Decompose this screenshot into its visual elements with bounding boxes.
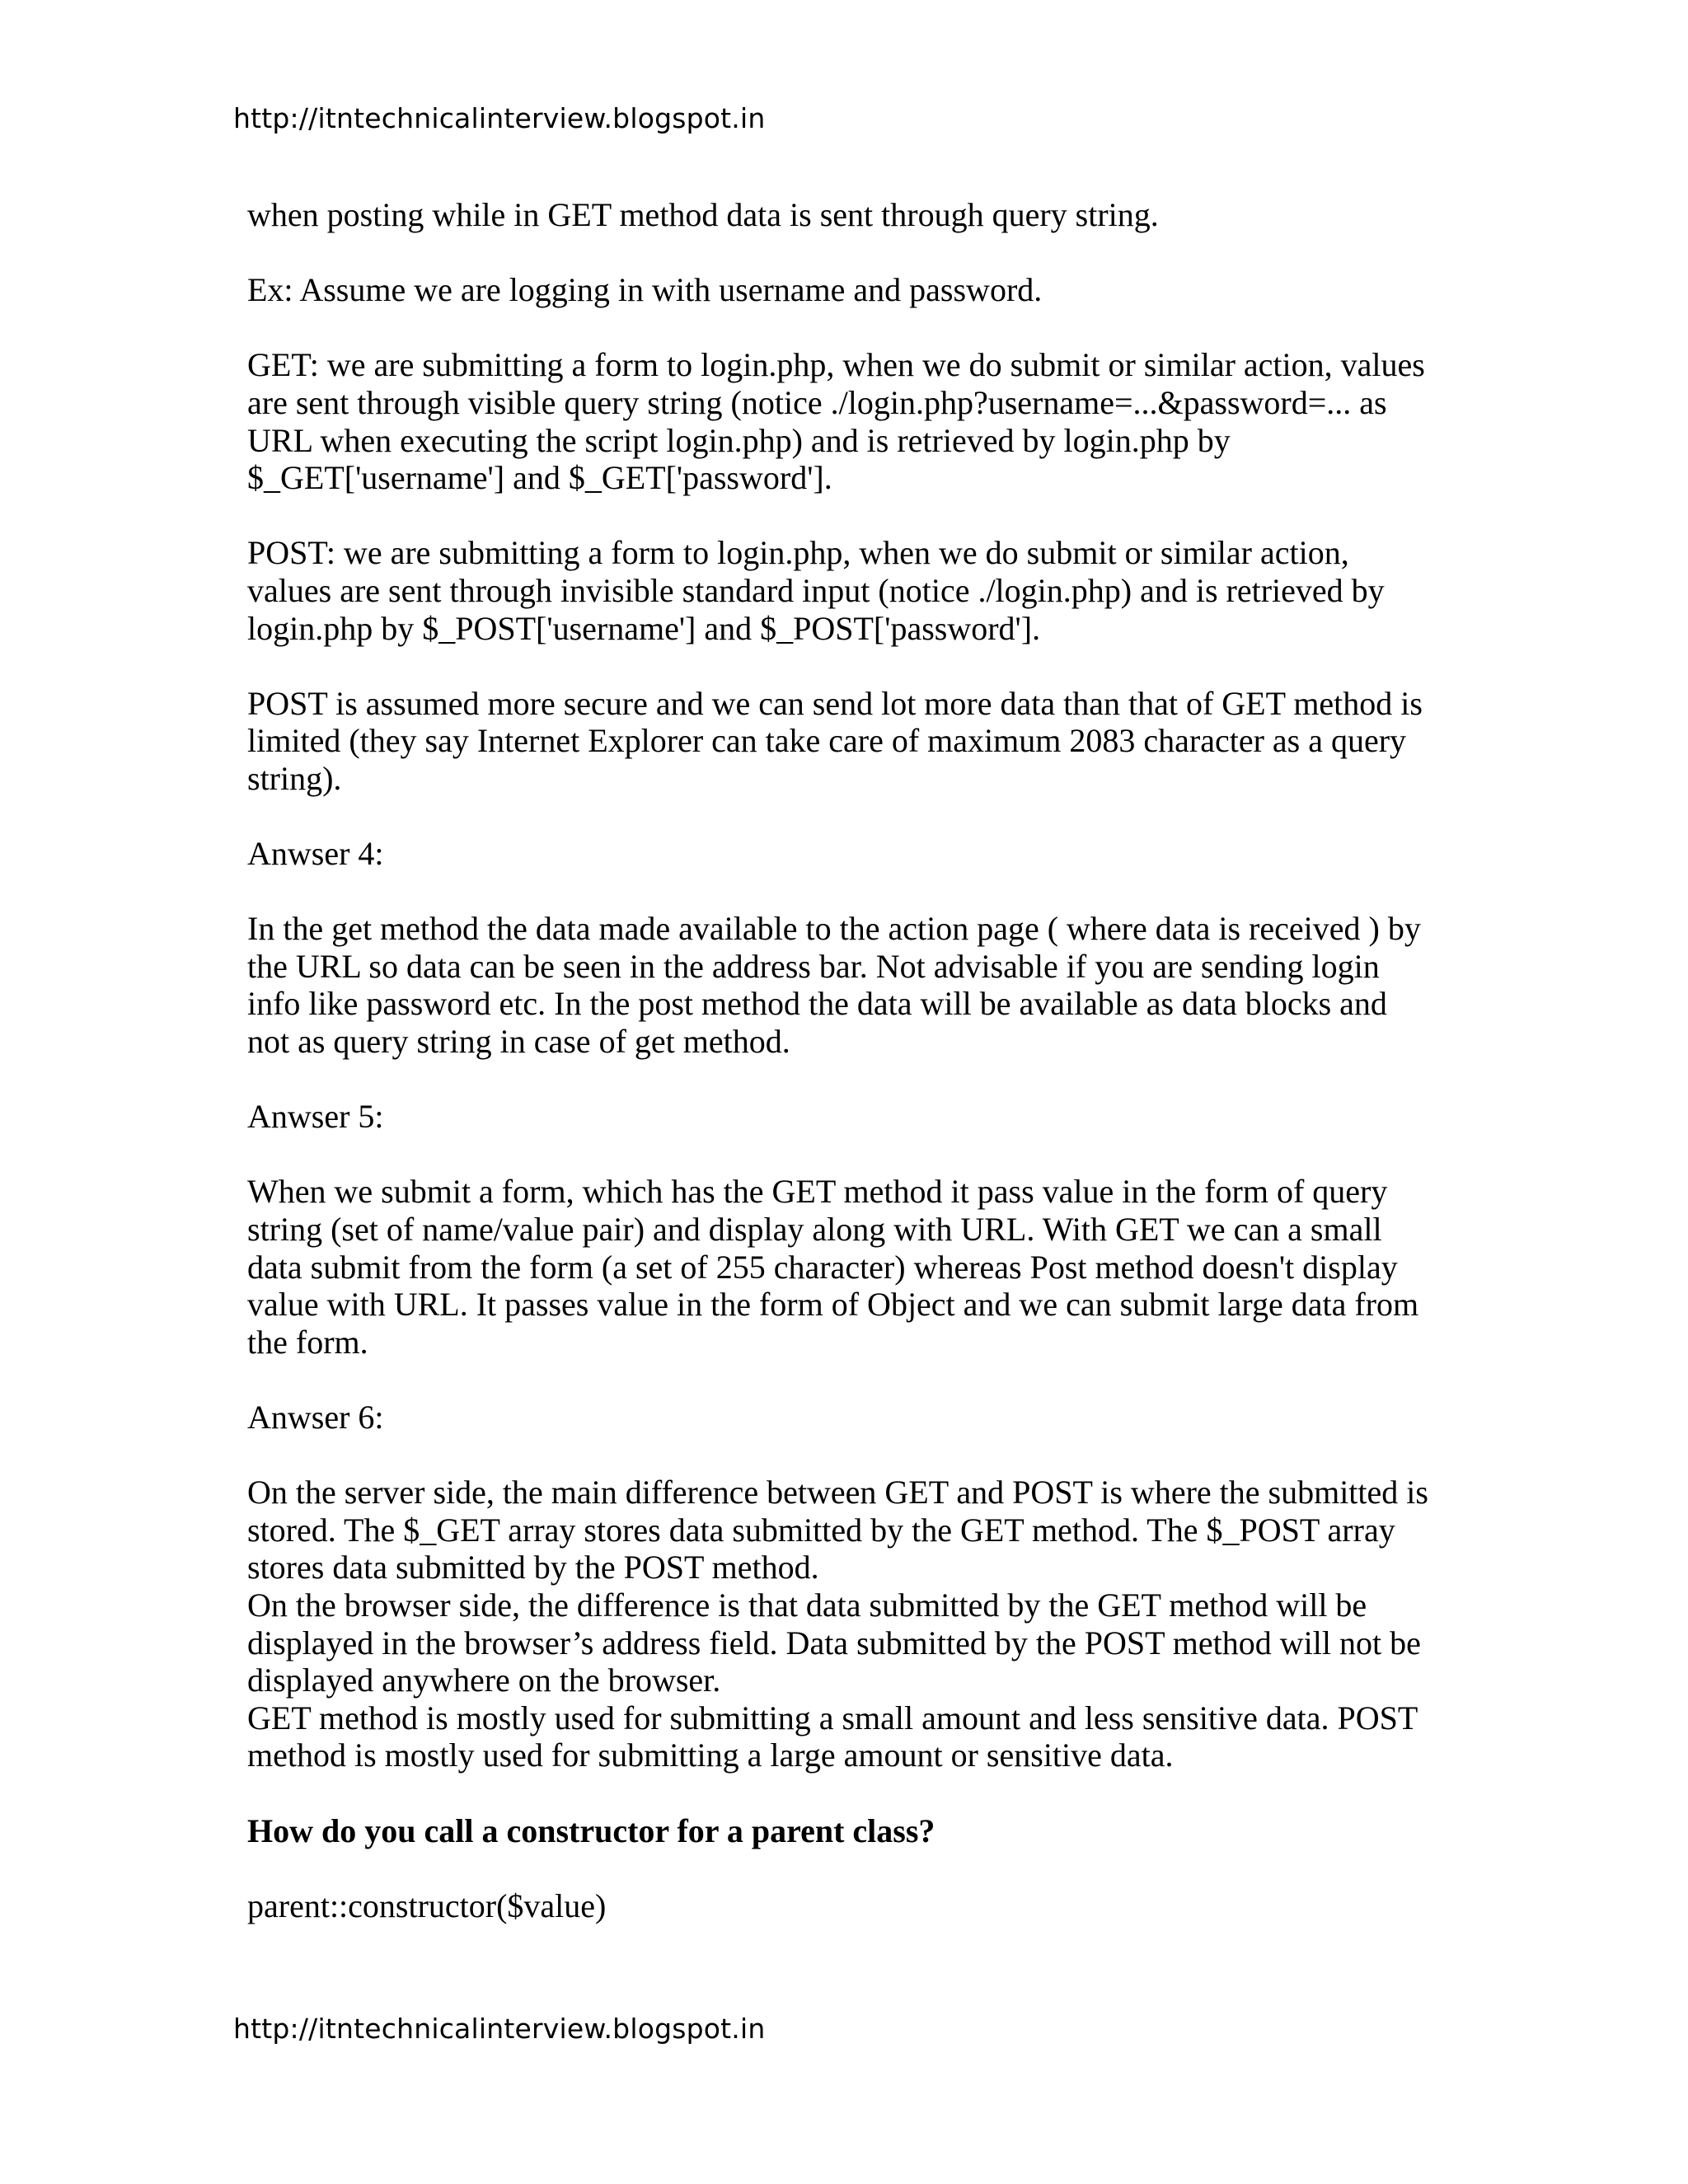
- question-heading: How do you call a constructor for a parent class?: [247, 1811, 935, 1849]
- text-line: not as query string in case of get method.: [247, 1023, 790, 1061]
- text-line: GET method is mostly used for submitting a small amount and less sensitive data. POST: [247, 1699, 1418, 1736]
- text-line: stored. The $_GET array stores data submitted by the GET method. The $_POST array: [247, 1511, 1395, 1549]
- text-line: GET: we are submitting a form to login.php, when we do submit or similar action, values: [247, 346, 1425, 384]
- paragraph-get-example: [247, 346, 1467, 496]
- text-line: When we submit a form, which has the GET method it pass value in the form of query: [247, 1173, 1388, 1211]
- text-line: $_GET['username'] and $_GET['password'].: [247, 459, 832, 497]
- text-line: string (set of name/value pair) and display along with URL. With GET we can a small: [247, 1211, 1382, 1249]
- text-line: displayed in the browser’s address field. Data submitted by the POST method will not be: [247, 1624, 1421, 1661]
- text-line: are sent through visible query string (notice ./login.php?username=...&password=... as: [247, 383, 1387, 421]
- text-line: URL when executing the script login.php) and is retrieved by login.php by: [247, 421, 1231, 459]
- paragraph-post-security: [247, 685, 1467, 798]
- text-line: stores data submitted by the POST method.: [247, 1549, 819, 1586]
- text-line: info like password etc. In the post method the data will be available as data blocks and: [247, 985, 1387, 1023]
- answer-6-heading: Anwser 6:: [247, 1399, 384, 1436]
- text-line: values are sent through invisible standard input (notice ./login.php) and is retrieved by: [247, 571, 1385, 609]
- text-line: limited (they say Internet Explorer can take care of maximum 2083 character as a query: [247, 722, 1407, 760]
- paragraph-get-query-string: when posting while in GET method data is sent through query string.: [247, 196, 1159, 233]
- answer-5-heading: Anwser 5:: [247, 1098, 384, 1136]
- text-line: the URL so data can be seen in the address bar. Not advisable if you are sending login: [247, 947, 1380, 985]
- paragraph-example-intro: Ex: Assume we are logging in with username and password.: [247, 271, 1043, 309]
- text-line: displayed anywhere on the browser.: [247, 1661, 721, 1699]
- question-answer: parent::constructor($value): [247, 1886, 607, 1924]
- answer-4-heading: Anwser 4:: [247, 835, 384, 873]
- text-line: string).: [247, 759, 342, 797]
- text-line: POST is assumed more secure and we can send lot more data than that of GET method is: [247, 684, 1423, 722]
- header-url: http://itntechnicalinterview.blogspot.in: [233, 102, 766, 134]
- paragraph-post-example: [247, 534, 1467, 647]
- answer-5-text: [247, 1173, 1467, 1361]
- text-line: data submit from the form (a set of 255 character) whereas Post method doesn't display: [247, 1248, 1398, 1286]
- text-line: On the server side, the main difference between GET and POST is where the submitted is: [247, 1474, 1428, 1511]
- text-line: value with URL. It passes value in the form of Object and we can submit large data from: [247, 1286, 1419, 1324]
- text-line: method is mostly used for submitting a large amount or sensitive data.: [247, 1736, 1174, 1774]
- text-line: login.php by $_POST['username'] and $_POST['password'].: [247, 609, 1041, 647]
- text-line: On the browser side, the difference is that data submitted by the GET method will be: [247, 1586, 1367, 1624]
- text-line: the form.: [247, 1323, 368, 1361]
- answer-4-text: [247, 910, 1467, 1060]
- text-line: In the get method the data made available to the action page ( where data is received ) by: [247, 910, 1421, 948]
- document-body: [247, 196, 1467, 1924]
- text-line: POST: we are submitting a form to login.php, when we do submit or similar action,: [247, 534, 1349, 572]
- footer-url: http://itntechnicalinterview.blogspot.in: [233, 2013, 766, 2045]
- answer-6-text: [247, 1474, 1467, 1774]
